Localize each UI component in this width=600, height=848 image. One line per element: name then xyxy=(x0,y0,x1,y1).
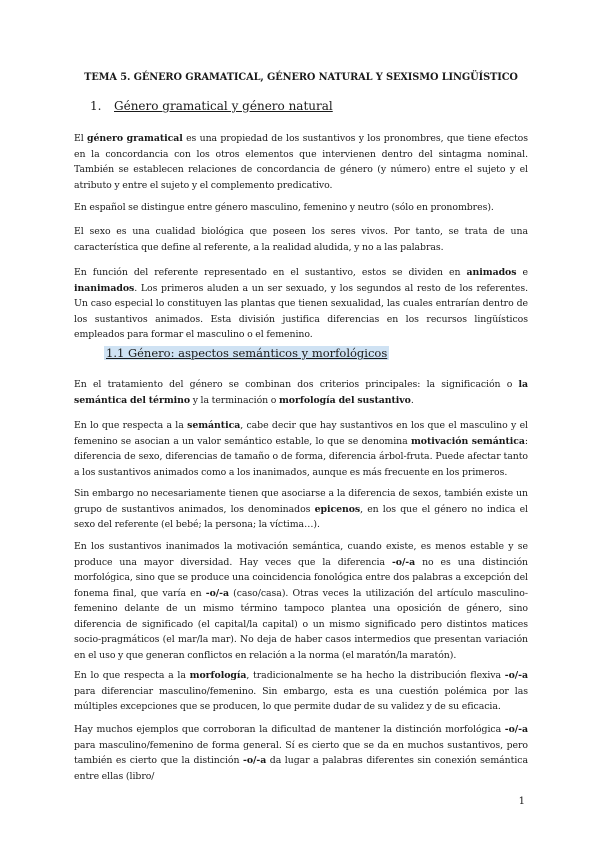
bold-term: -o/-a xyxy=(504,724,528,735)
bold-term: la semántica del término xyxy=(74,379,528,406)
paragraph: El género gramatical es una propiedad de los sustantivos y los pronombres, que tiene efectos en la concordancia con los otros elementos que intervienen dentro del sintagma nominal. También se establecen relaciones de concordancia de género (y número) entre el sujeto y el atributo y entre el sujeto y el complemento predicativo. xyxy=(74,133,528,191)
paragraph: En el tratamiento del género se combinan dos criterios principales: la significación o la semántica del término y la terminación o morfología del sustantivo. xyxy=(74,379,528,406)
bold-term: morfología del sustantivo xyxy=(278,394,411,406)
bold-term: género gramatical xyxy=(87,133,183,144)
section-title: Género gramatical y género natural xyxy=(114,99,333,113)
paragraph: En lo que respecta a la semántica, cabe decir que hay sustantivos en los que el masculino y el femenino se asocian a un valor semántico estable, lo que se denomina motivación semántica: diferencia de sexo, diferencias de tamaño o de forma, diferencia árbol-fruta. Puede afectar tanto a los sustantivos animados como a los inanimados, aunque es más frecuente en los primeros. xyxy=(74,420,528,478)
section-number: 1. xyxy=(90,99,102,113)
bold-term: -o/-a xyxy=(205,587,229,599)
bold-term: -o/-a xyxy=(504,670,529,681)
section-heading-1 xyxy=(90,99,333,113)
page-number: 1 xyxy=(518,796,525,807)
paragraph: Hay muchos ejemplos que corroboran la dificultad de mantener la distinción morfológica -o/-a para masculino/femenino de forma general. Sí es cierto que se da en muchos sustantivos, pero también es cierto que la distinción -o/-a da lugar a palabras diferentes sin conexión semántica entre ellas (libro/ xyxy=(74,724,528,782)
paragraph: Sin embargo no necesariamente tienen que asociarse a la diferencia de sexos, también existe un grupo de sustantivos animados, los denominados epicenos, en los que el género no indica el sexo del referente (el bebé; la persona; la víctima…). xyxy=(74,488,528,530)
bold-term: animados xyxy=(466,267,517,278)
bold-term: motivación semántica xyxy=(410,435,525,447)
subsection-heading: 1.1 Género: aspectos semánticos y morfológicos xyxy=(106,346,388,360)
bold-term: -o/-a xyxy=(243,755,267,766)
paragraph: En los sustantivos inanimados la motivación semántica, cuando existe, es menos estable y se produce una mayor diversidad. Hay veces que la diferencia -o/-a no es una distinción morfológica, sino que se produce una coincidencia fonológica entre dos palabras a excepción del fonema final, que varía en -o/-a (caso/casa). Otras veces la utilización del artículo masculino-femenino delante de un mismo término tampoco plantea una oposición de género, sino diferencia de significado (el capital/la capital) o un mismo significado pero distintos matices socio-pragmáticos (el mar/la mar). No deja de haber casos intermedios que presentan variación en el uso y que generan conflictos en relación a la norma (el maratón/la maratón). xyxy=(74,541,528,661)
bold-term: epicenos xyxy=(314,503,361,515)
document-title: TEMA 5. GÉNERO GRAMATICAL, GÉNERO NATURAL Y SEXISMO LINGÜÍSTICO xyxy=(84,72,518,83)
paragraph: En función del referente representado en el sustantivo, estos se dividen en animados e inanimados. Los primeros aluden a un ser sexuado, y los segundos al resto de los referentes. Un caso especial lo constituyen las plantas que tienen sexualidad, las cuales entrarían dentro de los sustantivos animados. Esta división justifica diferencias en los recursos lingüísticos empleados para formar el masculino o el femenino. xyxy=(74,267,528,340)
bold-term: morfología xyxy=(189,670,247,681)
paragraph: El sexo es una cualidad biológica que poseen los seres vivos. Por tanto, se trata de una característica que define al referente, a la realidad aludida, y no a las palabras. xyxy=(74,226,528,253)
bold-term: -o/-a xyxy=(391,556,416,568)
bold-term: semántica xyxy=(187,420,241,431)
paragraph: En lo que respecta a la morfología, tradicionalmente se ha hecho la distribución flexiva -o/-a para diferenciar masculino/femenino. Sin embargo, esta es una cuestión polémica por las múltiples excepciones que se producen, lo que permite dudar de su validez y de su eficacia. xyxy=(74,670,529,712)
paragraph: En español se distingue entre género masculino, femenino y neutro (sólo en pronombres). xyxy=(74,202,494,213)
bold-term: inanimados xyxy=(74,282,135,294)
